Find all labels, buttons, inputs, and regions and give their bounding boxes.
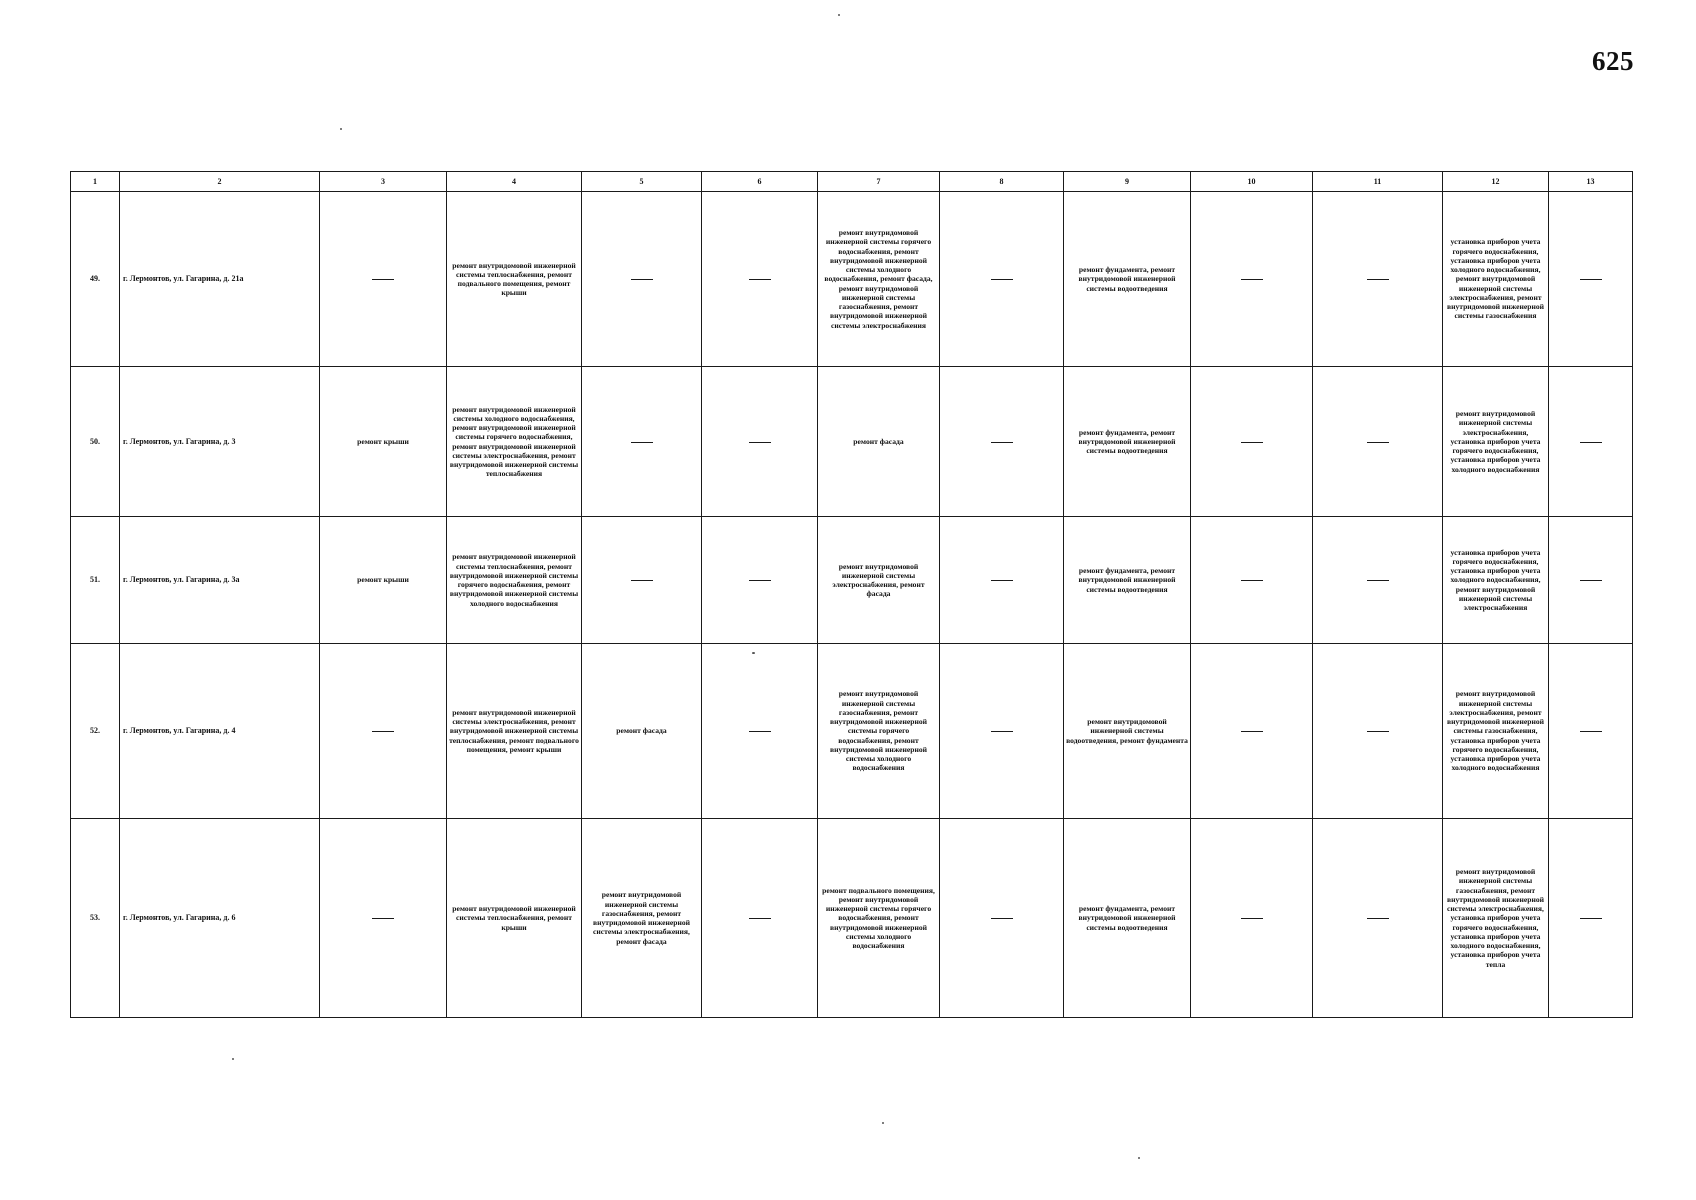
column-header: 1: [71, 172, 120, 192]
empty-dash: [1580, 442, 1602, 443]
table-cell: ремонт фасада: [818, 367, 940, 517]
column-header: 5: [582, 172, 702, 192]
table-row: [71, 819, 1633, 1018]
table-cell: установка приборов учета горячего водоснабжения, установка приборов учета холодного водоснабжения, ремонт внутридомовой инженерной системы электроснабжения: [1443, 517, 1549, 644]
table-cell: ремонт фундамента, ремонт внутридомовой инженерной системы водоотведения: [1064, 517, 1191, 644]
table-cell: [1191, 819, 1313, 1018]
table-cell: [940, 819, 1064, 1018]
empty-dash: [1241, 918, 1263, 919]
empty-dash: [1367, 731, 1389, 732]
row-number: 51.: [71, 517, 120, 644]
table-row: [71, 367, 1633, 517]
address-cell: г. Лермонтов, ул. Гагарина, д. 4: [120, 644, 320, 819]
address-cell: г. Лермонтов, ул. Гагарина, д. 6: [120, 819, 320, 1018]
table-cell: [1549, 517, 1633, 644]
table-cell: установка приборов учета горячего водоснабжения, установка приборов учета холодного водоснабжения, ремонт внутридомовой инженерной системы электроснабжения, ремонт внутридомовой инженерной системы газоснабжения: [1443, 192, 1549, 367]
empty-dash: [1580, 918, 1602, 919]
table-cell: [1313, 517, 1443, 644]
table-cell: [940, 192, 1064, 367]
column-header: 8: [940, 172, 1064, 192]
table-cell: [940, 367, 1064, 517]
empty-dash: [631, 442, 653, 443]
empty-dash: [749, 918, 771, 919]
empty-dash: [991, 918, 1013, 919]
repair-schedule-table: [70, 171, 1633, 1018]
table-cell: [1313, 819, 1443, 1018]
table-cell: ремонт крыши: [320, 367, 447, 517]
table-cell: [1313, 644, 1443, 819]
table-row: [71, 192, 1633, 367]
row-number: 52.: [71, 644, 120, 819]
table-row: [71, 644, 1633, 819]
column-header: 4: [447, 172, 582, 192]
table-cell: [1549, 367, 1633, 517]
row-number: 49.: [71, 192, 120, 367]
table-cell: ремонт внутридомовой инженерной системы холодного водоснабжения, ремонт внутридомовой инженерной системы горячего водоснабжения, ремонт внутридомовой инженерной системы электроснабжения, ремонт внутридомовой инженерной системы теплоснабжения: [447, 367, 582, 517]
table-cell: [1549, 192, 1633, 367]
table-cell: [702, 517, 818, 644]
address-cell: г. Лермонтов, ул. Гагарина, д. 3а: [120, 517, 320, 644]
empty-dash: [372, 731, 394, 732]
empty-dash: [1580, 279, 1602, 280]
table-cell: ремонт внутридомовой инженерной системы электроснабжения, ремонт внутридомовой инженерной системы газоснабжения, установка приборов учета горячего водоснабжения, установка приборов учета холодного водоснабжения: [1443, 644, 1549, 819]
row-number: 50.: [71, 367, 120, 517]
table-cell: [1191, 192, 1313, 367]
empty-dash: [749, 580, 771, 581]
empty-dash: [1241, 442, 1263, 443]
page-number: 625: [1592, 46, 1634, 76]
table-cell: [1191, 367, 1313, 517]
empty-dash: [372, 918, 394, 919]
table-cell: [940, 644, 1064, 819]
table-cell: [1191, 517, 1313, 644]
address-cell: г. Лермонтов, ул. Гагарина, д. 21а: [120, 192, 320, 367]
empty-dash: [991, 442, 1013, 443]
table-cell: ремонт внутридомовой инженерной системы газоснабжения, ремонт внутридомовой инженерной системы электроснабжения, ремонт фасада: [582, 819, 702, 1018]
empty-dash: [991, 580, 1013, 581]
column-header: 13: [1549, 172, 1633, 192]
empty-dash: [749, 731, 771, 732]
empty-dash: [1241, 279, 1263, 280]
table-cell: ремонт внутридомовой инженерной системы газоснабжения, ремонт внутридомовой инженерной системы горячего водоснабжения, ремонт внутридомовой инженерной системы холодного водоснабжения: [818, 644, 940, 819]
scan-speck: [838, 14, 840, 16]
table-cell: [702, 644, 818, 819]
table-cell: [582, 517, 702, 644]
scan-speck: [340, 128, 342, 130]
empty-dash: [631, 580, 653, 581]
table-cell: [320, 644, 447, 819]
empty-dash: [991, 279, 1013, 280]
table-cell: [940, 517, 1064, 644]
scan-speck: [1138, 1157, 1140, 1159]
table-cell: ремонт фундамента, ремонт внутридомовой инженерной системы водоотведения: [1064, 367, 1191, 517]
table-cell: [1549, 819, 1633, 1018]
table-cell: [1313, 367, 1443, 517]
empty-dash: [1580, 580, 1602, 581]
empty-dash: [1367, 918, 1389, 919]
table-cell: ремонт фасада: [582, 644, 702, 819]
column-header: 11: [1313, 172, 1443, 192]
empty-dash: [1241, 580, 1263, 581]
empty-dash: [749, 442, 771, 443]
column-header: 10: [1191, 172, 1313, 192]
scan-speck: [882, 1122, 884, 1124]
column-header: 9: [1064, 172, 1191, 192]
table-cell: ремонт внутридомовой инженерной системы электроснабжения, ремонт фасада: [818, 517, 940, 644]
table-cell: ремонт внутридомовой инженерной системы электроснабжения, установка приборов учета горячего водоснабжения, установка приборов учета холодного водоснабжения: [1443, 367, 1549, 517]
table-row: [71, 517, 1633, 644]
empty-dash: [1367, 279, 1389, 280]
address-cell: г. Лермонтов, ул. Гагарина, д. 3: [120, 367, 320, 517]
empty-dash: [372, 279, 394, 280]
table-cell: ремонт внутридомовой инженерной системы теплоснабжения, ремонт крыши: [447, 819, 582, 1018]
empty-dash: [1367, 580, 1389, 581]
scan-speck: [752, 652, 755, 654]
table-cell: ремонт крыши: [320, 517, 447, 644]
column-header: 7: [818, 172, 940, 192]
column-header: 6: [702, 172, 818, 192]
table-cell: ремонт фундамента, ремонт внутридомовой инженерной системы водоотведения: [1064, 192, 1191, 367]
table-cell: ремонт внутридомовой инженерной системы горячего водоснабжения, ремонт внутридомовой инженерной системы холодного водоснабжения, ремонт фасада, ремонт внутридомовой инженерной системы газоснабжения, ремонт внутридомовой инженерной системы электроснабжения: [818, 192, 940, 367]
table-cell: [320, 819, 447, 1018]
column-header: 12: [1443, 172, 1549, 192]
empty-dash: [749, 279, 771, 280]
empty-dash: [1580, 731, 1602, 732]
table-cell: ремонт внутридомовой инженерной системы водоотведения, ремонт фундамента: [1064, 644, 1191, 819]
table-cell: [582, 367, 702, 517]
table-cell: [702, 192, 818, 367]
table-cell: [1549, 644, 1633, 819]
table-cell: ремонт внутридомовой инженерной системы теплоснабжения, ремонт внутридомовой инженерной системы горячего водоснабжения, ремонт внутридомовой инженерной системы холодного водоснабжения: [447, 517, 582, 644]
empty-dash: [1241, 731, 1263, 732]
table-cell: ремонт внутридомовой инженерной системы теплоснабжения, ремонт подвального помещения, ремонт крыши: [447, 192, 582, 367]
header-row: [71, 172, 1633, 192]
table-cell: [582, 192, 702, 367]
table-cell: [320, 192, 447, 367]
table-cell: [702, 367, 818, 517]
table-cell: [1313, 192, 1443, 367]
empty-dash: [631, 279, 653, 280]
table-cell: ремонт внутридомовой инженерной системы газоснабжения, ремонт внутридомовой инженерной системы электроснабжения, установка приборов учета горячего водоснабжения, установка приборов учета холодного водоснабжения, установка приборов учета тепла: [1443, 819, 1549, 1018]
column-header: 2: [120, 172, 320, 192]
row-number: 53.: [71, 819, 120, 1018]
empty-dash: [1367, 442, 1389, 443]
column-header: 3: [320, 172, 447, 192]
empty-dash: [991, 731, 1013, 732]
table-cell: ремонт подвального помещения, ремонт внутридомовой инженерной системы горячего водоснабжения, ремонт внутридомовой инженерной системы холодного водоснабжения: [818, 819, 940, 1018]
table-cell: ремонт фундамента, ремонт внутридомовой инженерной системы водоотведения: [1064, 819, 1191, 1018]
table-cell: ремонт внутридомовой инженерной системы электроснабжения, ремонт внутридомовой инженерной системы теплоснабжения, ремонт подвального помещения, ремонт крыши: [447, 644, 582, 819]
scan-speck: [232, 1058, 234, 1060]
table-cell: [1191, 644, 1313, 819]
table-cell: [702, 819, 818, 1018]
